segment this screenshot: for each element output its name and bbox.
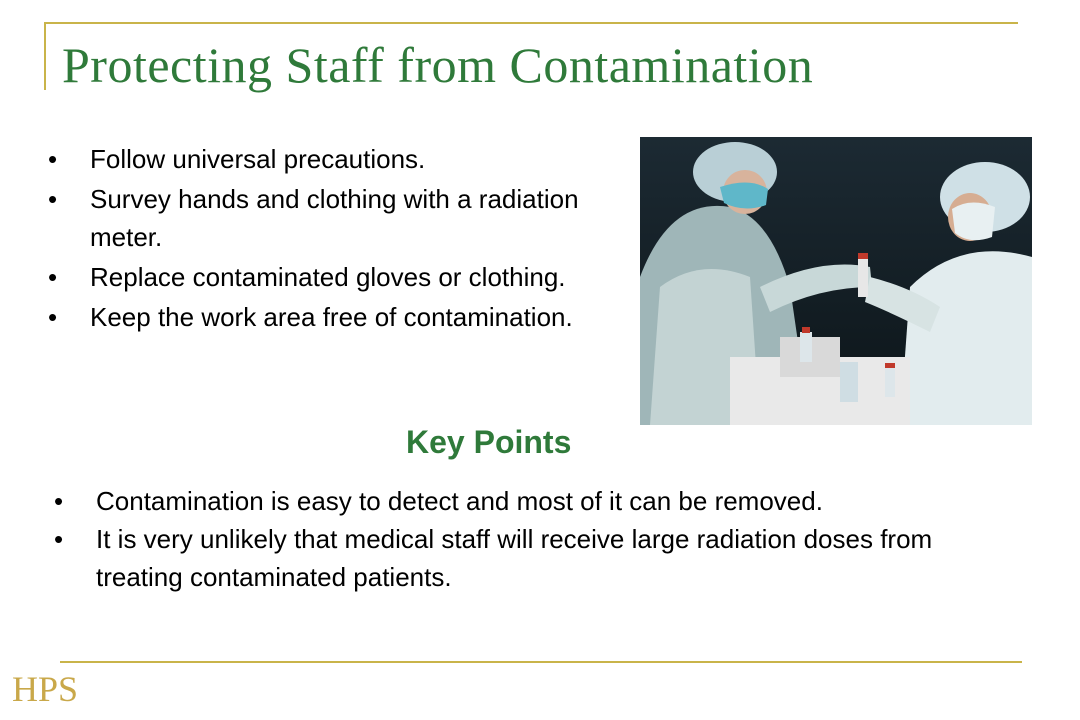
list-item: • It is very unlikely that medical staff will receive large radiation doses from treating contaminated patients. (54, 520, 954, 596)
key-points-heading: Key Points (406, 424, 572, 460)
slide-frame-left (44, 22, 46, 90)
list-item: • Follow universal precautions. (48, 140, 618, 178)
list-item: • Replace contaminated gloves or clothing. (48, 258, 618, 296)
slide-frame-bottom (60, 661, 1022, 663)
list-item: • Contamination is easy to detect and most of it can be removed. (54, 482, 954, 520)
list-item: • Keep the work area free of contamination. (48, 298, 618, 336)
list-item: • Survey hands and clothing with a radiation meter. (48, 180, 618, 256)
slide-title: Protecting Staff from Contamination (62, 37, 814, 93)
medical-staff-photo (640, 137, 1032, 425)
hps-logo-icon: HPS (12, 669, 79, 709)
key-points-list (54, 482, 954, 596)
precautions-list (48, 140, 618, 338)
slide-frame-top (44, 22, 1018, 24)
